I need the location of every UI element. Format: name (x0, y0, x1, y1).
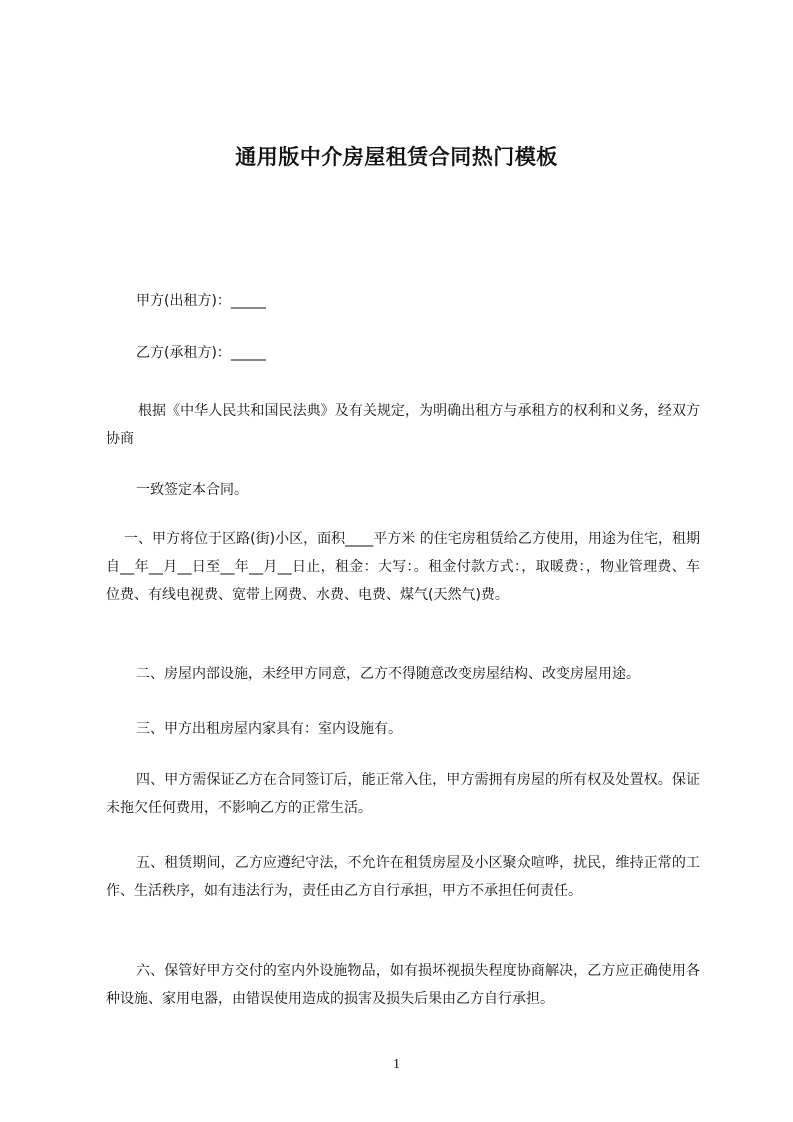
preamble-paragraph: 根据《中华人民共和国民法典》及有关规定，为明确出租方与承租方的权利和义务，经双方协商 (106, 403, 700, 447)
clause-5-paragraph: 五、租赁期间，乙方应遵纪守法，不允许在租赁房屋及小区聚众喧哗，扰民，维持正常的工作、生活秩序，如有违法行为，责任由乙方自行承担，甲方不承担任何责任。 (106, 855, 700, 899)
agreement-paragraph: 一致签定本合同。 (136, 482, 248, 498)
clause-1-paragraph: 一、甲方将位于区路(街)小区，面积____平方米 的住宅房租赁给乙方使用，用途为住宅，租期自__年__月__日至__年__月__日止，租金：大写：。租金付款方式：，取暖费：，物业管理费、车位费、有线电视费、宽带上网费、水费、电费、煤气(天然气)费。 (106, 531, 700, 603)
clause-6-paragraph: 六、保管好甲方交付的室内外设施物品，如有损坏视损失程度协商解决，乙方应正确使用各种设施、家用电器，由错误使用造成的损害及损失后果由乙方自行承担。 (106, 963, 700, 1007)
party-b-line: 乙方(承租方)：_____ (136, 345, 266, 361)
document-title: 通用版中介房屋租赁合同热门模板 (235, 145, 558, 169)
clause-4-paragraph: 四、甲方需保证乙方在合同签订后，能正常入住，甲方需拥有房屋的所有权及处置权。保证未拖欠任何费用，不影响乙方的正常生活。 (106, 772, 700, 816)
clause-2-paragraph: 二、房屋内部设施，未经甲方同意，乙方不得随意改变房屋结构、改变房屋用途。 (136, 666, 640, 682)
clause-3-paragraph: 三、甲方出租房屋内家具有：室内设施有。 (136, 721, 402, 737)
page-number: 1 (393, 1057, 400, 1072)
party-a-line: 甲方(出租方)：_____ (136, 293, 266, 309)
